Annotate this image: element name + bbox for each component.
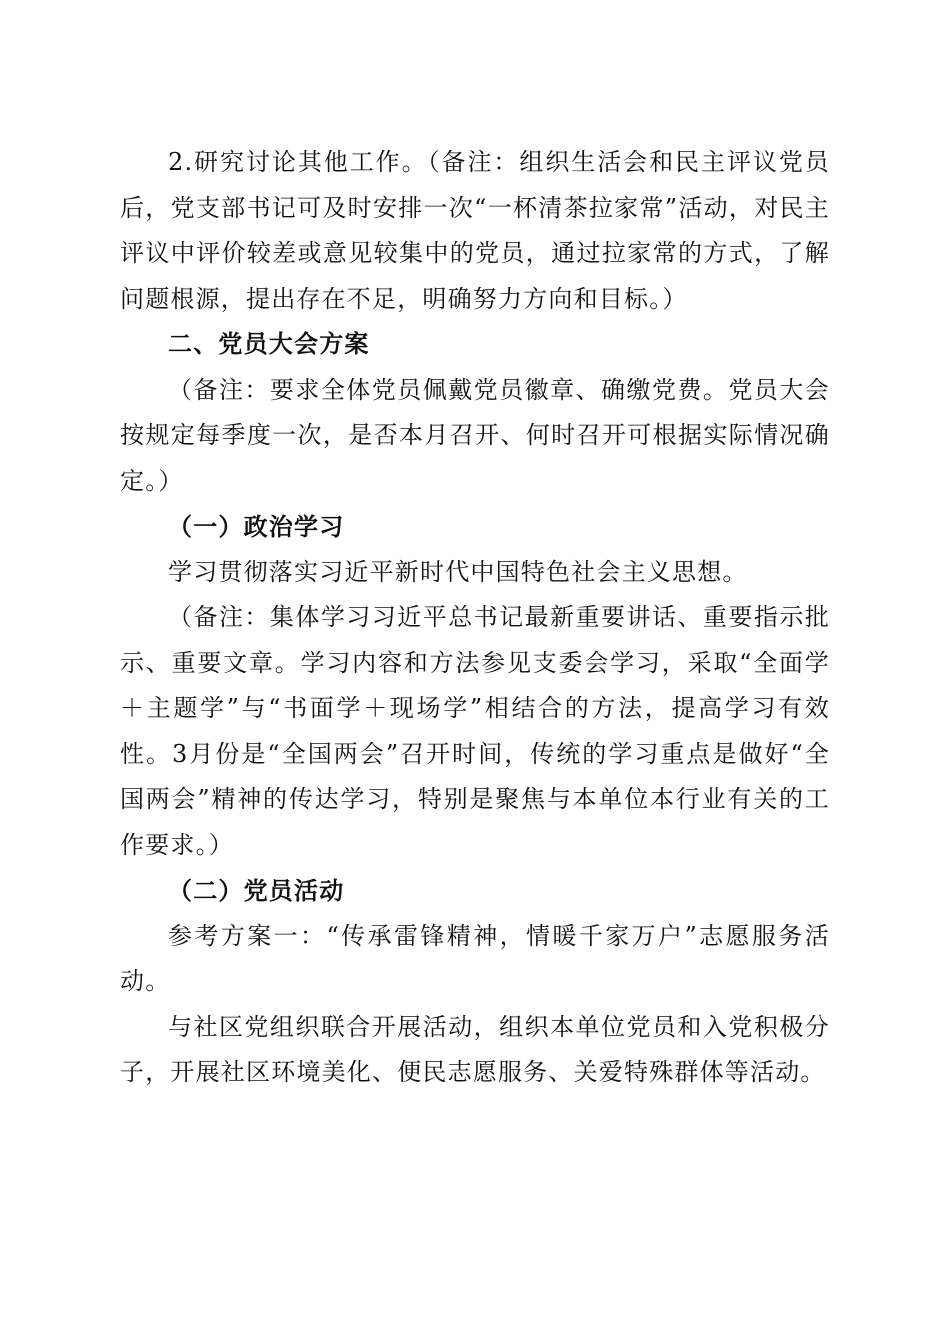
subheading-party-activity: （二）党员活动 — [168, 876, 345, 905]
paragraph-political-study: 学习贯彻落实习近平新时代中国特色社会主义思想。 — [168, 557, 748, 586]
paragraph-political-study-note: （备注：集体学习习近平总书记最新重要讲话、重要指示批示、重要文章。学习内容和方法参见支委会学习，采取“全面学＋主题学”与“书面学＋现场学”相结合的方法，提高学习有效性。3月份是“全国两会”召开时间，传统的学习重点是做好“全国两会”精神的传达学习，特别是聚焦与本单位本行业有关的工作要求。） — [120, 603, 830, 859]
paragraph-plan-one-body: 与社区党组织联合开展活动，组织本单位党员和入党积极分子，开展社区环境美化、便民志愿服务、关爱特殊群体等活动。 — [120, 1012, 830, 1086]
paragraph-study-other: 2.研究讨论其他工作。（备注：组织生活会和民主评议党员后，党支部书记可及时安排一次“一杯清茶拉家常”活动，对民主评议中评价较差或意见较集中的党员，通过拉家常的方式，了解问题根源，提出存在不足，明确努力方向和目标。） — [120, 148, 830, 313]
document-body — [120, 140, 830, 1096]
subheading-political-study: （一）政治学习 — [168, 512, 345, 541]
paragraph-meeting-note: （备注：要求全体党员佩戴党员徽章、确缴党费。党员大会按规定每季度一次，是否本月召开、何时召开可根据实际情况确定。） — [120, 375, 830, 495]
paragraph-plan-one: 参考方案一：“传承雷锋精神，情暖千家万户”志愿服务活动。 — [120, 921, 830, 995]
section-heading-party-meeting: 二、党员大会方案 — [168, 330, 370, 358]
